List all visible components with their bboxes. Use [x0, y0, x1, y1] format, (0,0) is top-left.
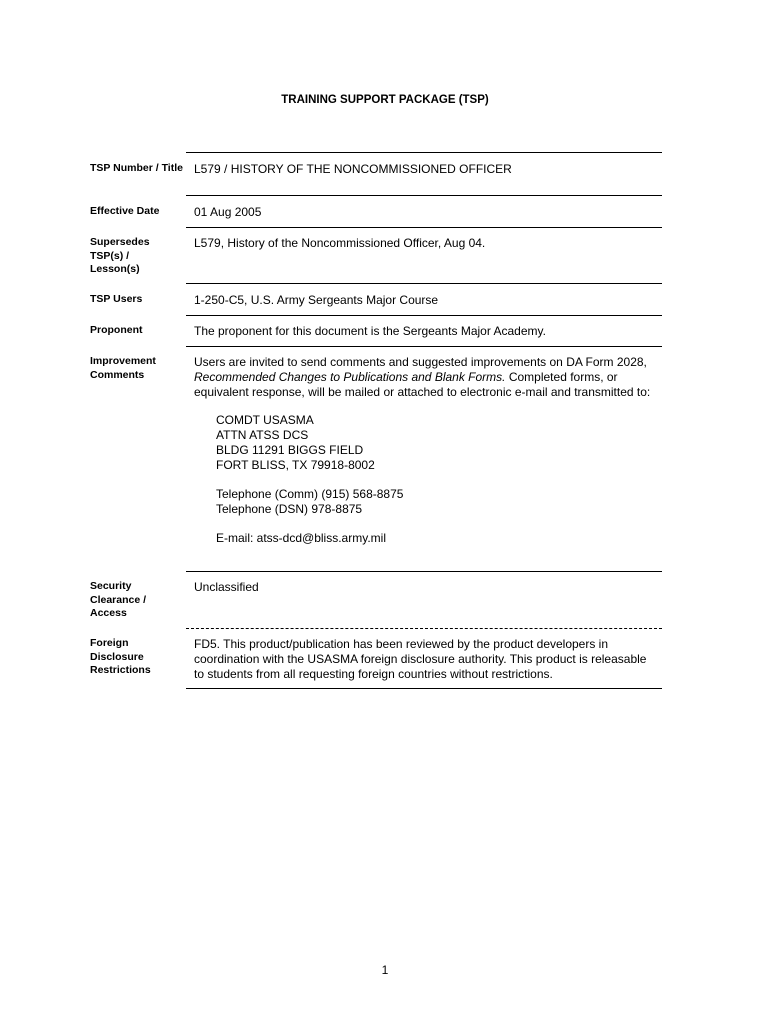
security-value: Unclassified: [194, 580, 259, 594]
improvement-value: [194, 355, 658, 546]
table-rule: [186, 283, 662, 284]
table-rule: [186, 195, 662, 196]
email-link[interactable]: E-mail: atss-dcd@bliss.army.mil: [216, 531, 386, 545]
improvement-outro: Completed forms, or equivalent response, will be mailed or attached to electronic e-mail and transmitted to:: [194, 370, 651, 399]
foreign-disclosure-label: Foreign Disclosure Restrictions: [90, 637, 151, 676]
table-rule: [186, 628, 662, 629]
tsp-number-value: L579 / HISTORY OF THE NONCOMMISSIONED OFFICER: [194, 162, 512, 176]
effective-date-label: Effective Date: [90, 205, 160, 217]
phone-dsn: Telephone (DSN) 978-8875: [216, 502, 363, 516]
effective-date-value: 01 Aug 2005: [194, 205, 262, 219]
improvement-paragraph: [194, 355, 658, 400]
da-form-title: Recommended Changes to Publications and Blank Forms.: [194, 370, 506, 384]
page-title: TRAINING SUPPORT PACKAGE (TSP): [281, 94, 489, 106]
table-rule: [186, 152, 662, 153]
table-rule: [186, 227, 662, 228]
improvement-label: Improvement Comments: [90, 355, 156, 381]
address-line: FORT BLISS, TX 79918-8002: [216, 458, 375, 472]
address-line: BLDG 11291 BIGGS FIELD: [216, 443, 364, 457]
table-rule: [186, 688, 662, 689]
table-rule: [186, 315, 662, 316]
supersedes-label: Supersedes TSP(s) / Lesson(s): [90, 236, 150, 275]
proponent-value: The proponent for this document is the Sergeants Major Academy.: [194, 324, 546, 338]
tsp-users-value: 1-250-C5, U.S. Army Sergeants Major Course: [194, 293, 439, 307]
page-number: 1: [381, 963, 389, 977]
table-rule: [186, 571, 662, 572]
tsp-number-label: TSP Number / Title: [90, 162, 183, 174]
proponent-label: Proponent: [90, 324, 143, 336]
tsp-users-label: TSP Users: [90, 293, 143, 305]
supersedes-value: L579, History of the Noncommissioned Officer, Aug 04.: [194, 236, 486, 250]
mailing-address: [216, 413, 658, 546]
security-label: Security Clearance / Access: [90, 580, 147, 619]
table-rule: [186, 346, 662, 347]
foreign-disclosure-value: FD5. This product/publication has been reviewed by the product developers in coordination with the USASMA foreign disclosure authority. This product is releasable to students from all requesting foreign countries without restrictions.: [194, 637, 647, 681]
improvement-intro: Users are invited to send comments and suggested improvements on DA Form 2028,: [194, 355, 647, 369]
phone-comm: Telephone (Comm) (915) 568-8875: [216, 487, 404, 501]
address-line: COMDT USASMA: [216, 413, 314, 427]
address-line: ATTN ATSS DCS: [216, 428, 309, 442]
